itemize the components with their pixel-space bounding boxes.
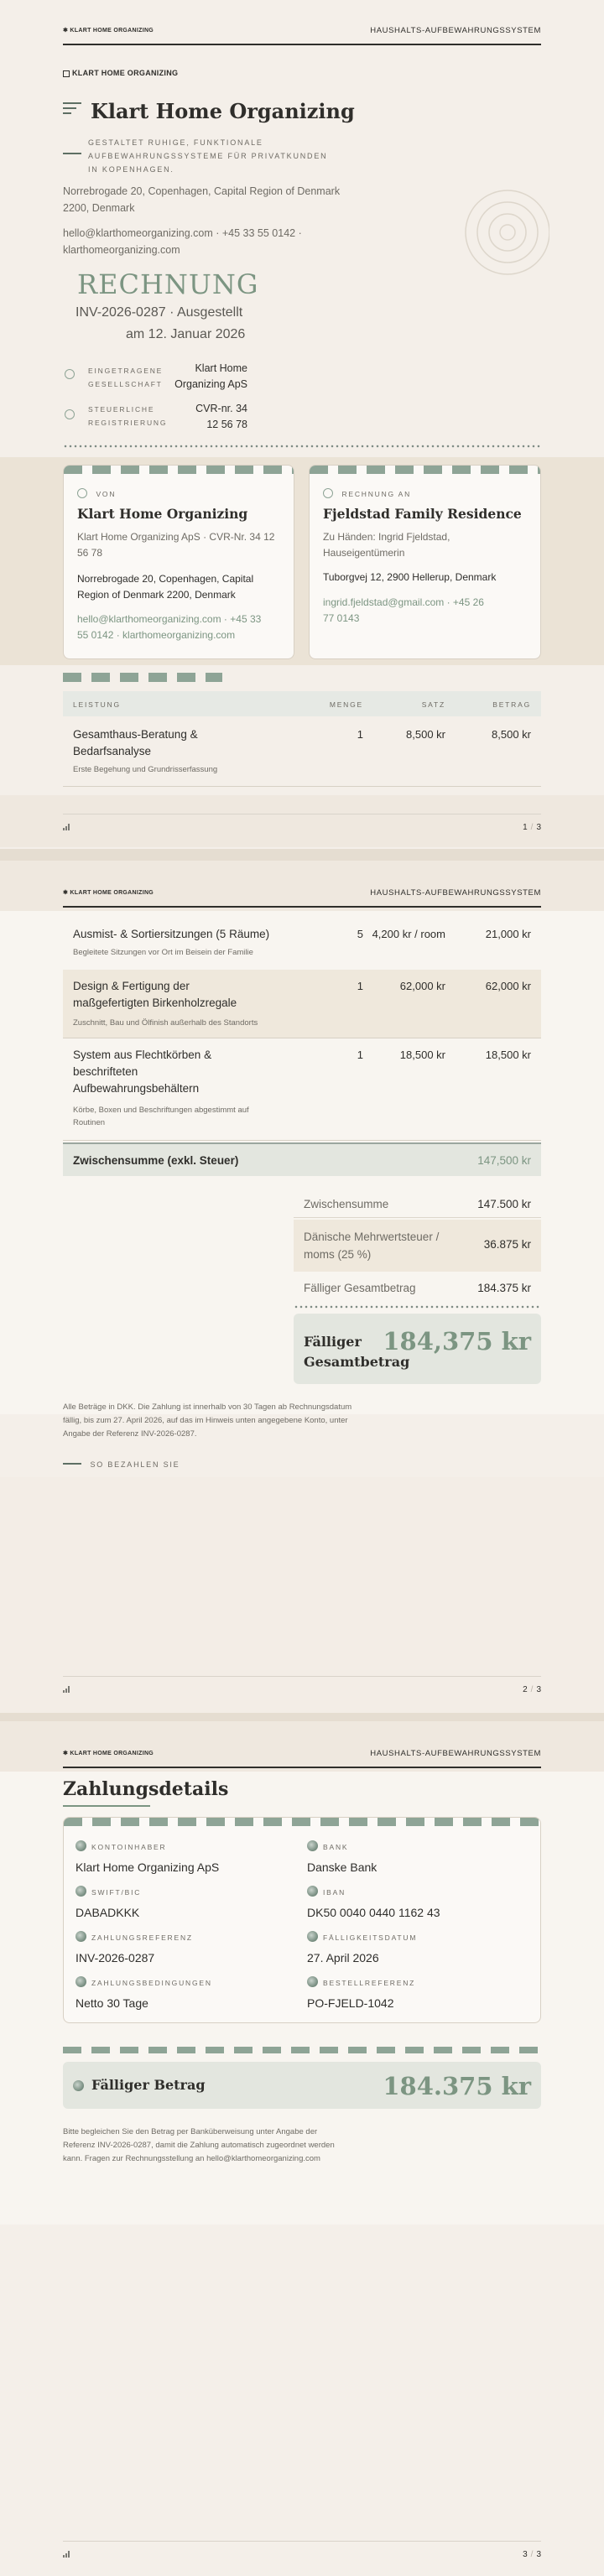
- brand-mark-icon: ✱: [63, 1751, 69, 1756]
- invoice-number: INV-2026-0287 · Ausgestellt: [76, 305, 243, 320]
- payment-field-label: SWIFT/BIC: [91, 1888, 142, 1897]
- item-name: Ausmist- & Sortiersitzungen (5 Räume): [73, 928, 270, 940]
- running-header: [63, 877, 541, 908]
- registration-value: Klart Home Organizing ApS: [174, 362, 247, 390]
- item-rate: 4,200 kr / room: [372, 928, 445, 940]
- invoice-title: RECHNUNG: [77, 268, 259, 300]
- payment-field: [307, 1975, 525, 2010]
- bars-icon: [63, 1686, 71, 1693]
- payment-field-label: FÄLLIGKEITSDATUM: [323, 1933, 418, 1942]
- item-rate: 62,000 kr: [399, 980, 445, 992]
- coin-icon: [76, 1840, 86, 1851]
- coin-icon: [307, 1840, 318, 1851]
- payment-field-value: Klart Home Organizing ApS: [76, 1860, 220, 1874]
- table-row: [63, 1038, 541, 1141]
- item-rate: 18,500 kr: [399, 1049, 445, 1061]
- tax-label: STEUERLICHE REGISTRIERUNG: [88, 405, 168, 427]
- item-qty: 1: [357, 1049, 363, 1061]
- payment-field: [76, 1975, 294, 2010]
- page-number: 2 / 3: [523, 1685, 541, 1694]
- amount-due-box: Fälliger Betrag 184.375 kr: [63, 2062, 541, 2109]
- globe-icon: [65, 369, 75, 379]
- col-rate: SATZ: [421, 700, 445, 709]
- brand-square-icon: [63, 70, 70, 77]
- coin-icon: [307, 1886, 318, 1897]
- coin-icon: [76, 1976, 86, 1987]
- bill-to-label-row: RECHNUNG AN: [323, 486, 411, 501]
- bill-to-name: Fjeldstad Family Residence: [323, 506, 522, 522]
- company-address: Norrebrogade 20, Copenhagen, Capital Region of Denmark 2200, Denmark: [63, 185, 341, 214]
- payment-field: [76, 1929, 294, 1965]
- page-footer: [63, 1676, 541, 1699]
- item-amount: 62,000 kr: [485, 980, 531, 992]
- item-desc: Erste Begehung und Grundrisserfassung: [73, 765, 218, 774]
- tagline-rule: [63, 153, 81, 154]
- totals: [294, 1189, 541, 1408]
- item-desc: Zuschnitt, Bau und Ölfinish außerhalb des Standorts: [73, 1018, 258, 1028]
- brand-mark-icon: ✱: [63, 890, 69, 896]
- item-qty: 5: [357, 928, 363, 940]
- page-number: 3 / 3: [523, 2550, 541, 2559]
- table-row: [63, 970, 541, 1038]
- totals-subtotal: Zwischensumme 147.500 kr: [294, 1189, 541, 1218]
- col-amount: BETRAG: [492, 700, 531, 709]
- item-name: System aus Flechtkörben & beschrifteten Aufbewahrungsbehältern: [73, 1049, 212, 1095]
- table-header: [63, 691, 541, 716]
- globe-icon: [65, 409, 75, 419]
- item-qty: 1: [357, 728, 363, 741]
- payment-field: [76, 1839, 294, 1874]
- dotted-divider: [63, 445, 541, 448]
- payment-title: Zahlungsdetails: [63, 1778, 229, 1800]
- amount-due-value: 184,375 kr: [383, 1327, 531, 1356]
- page-2: [0, 861, 604, 1713]
- menu-lines-icon: [63, 102, 81, 114]
- how-to-pay-heading: SO BEZAHLEN SIE: [63, 1456, 180, 1471]
- totals-due: Fälliger Gesamtbetrag 184.375 kr: [304, 1282, 531, 1294]
- payment-field-label: IBAN: [323, 1888, 346, 1897]
- payment-field-label: BANK: [323, 1843, 349, 1851]
- company-name: Klart Home Organizing: [91, 99, 355, 123]
- payment-field: [76, 1884, 294, 1919]
- subtotal-bar: Zwischensumme (exkl. Steuer) 147,500 kr: [63, 1142, 541, 1176]
- item-desc: Begleitete Sitzungen vor Ort im Beisein der Familie: [73, 948, 253, 957]
- payment-field-value: 27. April 2026: [307, 1951, 379, 1965]
- payment-terms-note: Alle Beträge in DKK. Die Zahlung ist innerhalb von 30 Tagen ab Rechnungsdatum fällig, bis zum 27. April 2026, auf das im Hinweis unten angegebene Konto, unter Angabe der Referenz INV-2026-0287.: [63, 1402, 352, 1439]
- payment-field-value: Danske Bank: [307, 1860, 378, 1874]
- payment-field-label: KONTOINHABER: [91, 1843, 167, 1851]
- page-number: 1 / 3: [523, 823, 541, 832]
- payment-field-value: Netto 30 Tage: [76, 1996, 148, 2010]
- running-header: [63, 15, 541, 45]
- header-system: HAUSHALTS-AUFBEWAHRUNGSSYSTEM: [370, 888, 541, 898]
- page-gap: [0, 1713, 604, 1721]
- masthead-brand: KLART HOME ORGANIZING: [63, 69, 178, 77]
- item-amount: 18,500 kr: [485, 1049, 531, 1061]
- building-icon: [323, 488, 333, 498]
- running-header: [63, 1738, 541, 1768]
- brand-mark-icon: ✱: [63, 28, 69, 34]
- payment-field-value: PO-FJELD-1042: [307, 1996, 394, 2010]
- from-name: Klart Home Organizing: [77, 506, 248, 522]
- payment-field-label: ZAHLUNGSBEDINGUNGEN: [91, 1979, 212, 1987]
- header-brand: ✱ KLART HOME ORGANIZING: [63, 890, 154, 896]
- header-system: HAUSHALTS-AUFBEWAHRUNGSSYSTEM: [370, 26, 541, 35]
- item-desc: Körbe, Boxen und Beschriftungen abgestimmt auf Routinen: [73, 1106, 249, 1127]
- bill-to-attention: Zu Händen: Ingrid Fjeldstad, Hauseigentümerin: [323, 531, 450, 559]
- coin-icon: [76, 1931, 86, 1942]
- item-name: Design & Fertigung der maßgefertigten Birkenholzregale: [73, 980, 237, 1009]
- payment-field-value: INV-2026-0287: [76, 1951, 155, 1965]
- payment-field-label: ZAHLUNGSREFERENZ: [91, 1933, 193, 1942]
- payment-field: [307, 1884, 525, 1919]
- header-system: HAUSHALTS-AUFBEWAHRUNGSSYSTEM: [370, 1749, 541, 1758]
- item-rate: 8,500 kr: [406, 728, 445, 741]
- header-brand: ✱ KLART HOME ORGANIZING: [63, 28, 154, 34]
- item-amount: 21,000 kr: [485, 928, 531, 940]
- table-row: [63, 718, 541, 787]
- company-contact: hello@klarthomeorganizing.com · +45 33 55 0142 · klarthomeorganizing.com: [63, 227, 302, 256]
- from-contact: hello@klarthomeorganizing.com · +45 33 55 0142 · klarthomeorganizing.com: [77, 613, 262, 641]
- payment-field-value: DABADKKK: [76, 1906, 140, 1919]
- payment-field: [307, 1839, 525, 1874]
- amount-due-box: Fälliger Gesamtbetrag 184,375 kr: [294, 1314, 541, 1384]
- tax-value: CVR-nr. 34 12 56 78: [195, 403, 247, 430]
- bill-to-address: Tuborgvej 12, 2900 Hellerup, Denmark: [323, 571, 497, 583]
- bill-to-card: [309, 465, 541, 659]
- invoice-date: am 12. Januar 2026: [126, 327, 246, 341]
- registration-label: EINGETRAGENE GESELLSCHAFT: [88, 367, 164, 388]
- page-footer: [63, 814, 541, 837]
- amount-due-value: 184.375 kr: [383, 2072, 531, 2100]
- coin-icon: [76, 1886, 86, 1897]
- page-footer: [63, 2541, 541, 2564]
- totals-vat: Dänische Mehrwertsteuer / moms (25 %) 36.875 kr: [294, 1220, 541, 1272]
- header-brand: ✱ KLART HOME ORGANIZING: [63, 1751, 154, 1756]
- decorative-rings: [457, 186, 549, 278]
- item-qty: 1: [357, 980, 363, 992]
- building-icon: [77, 488, 87, 498]
- bars-icon: [63, 2551, 71, 2558]
- payment-field-label: BESTELLREFERENZ: [323, 1979, 416, 1987]
- page-gap: [0, 849, 604, 861]
- payment-field: [307, 1929, 525, 1965]
- masthead: [63, 69, 541, 446]
- col-service: LEISTUNG: [73, 700, 121, 709]
- tagline: GESTALTET RUHIGE, FUNKTIONALE AUFBEWAHRUNGSSYSTEME FÜR PRIVATKUNDEN IN KOPENHAGEN.: [88, 138, 328, 174]
- coin-icon: [307, 1931, 318, 1942]
- payment-field-value: DK50 0040 0440 1162 43: [307, 1906, 440, 1919]
- bill-to-contact: ingrid.fjeldstad@gmail.com · +45 26 77 0143: [323, 596, 484, 624]
- stripe-divider: [63, 2047, 541, 2053]
- payment-note: Bitte begleichen Sie den Betrag per Banküberweisung unter Angabe der Referenz INV-2026-0287, damit die Zahlung automatisch zugeordnet werden kann. Fragen zur Rechnungsstellung an hello@klarthomeorganizing.com: [63, 2127, 335, 2163]
- col-qty: MENGE: [329, 700, 363, 709]
- from-label-row: VON: [77, 486, 116, 501]
- from-legal: Klart Home Organizing ApS · CVR-Nr. 34 12 56 78: [77, 531, 275, 559]
- from-card: [63, 465, 294, 659]
- bars-icon: [63, 824, 71, 830]
- item-amount: 8,500 kr: [492, 728, 531, 741]
- coin-icon: [73, 2080, 84, 2091]
- from-address: Norrebrogade 20, Copenhagen, Capital Region of Denmark 2200, Denmark: [77, 573, 254, 601]
- coin-icon: [307, 1976, 318, 1987]
- item-name: Gesamthaus-Beratung & Bedarfsanalyse: [73, 728, 198, 757]
- table-stripe: [63, 673, 222, 682]
- page-1: [0, 0, 604, 847]
